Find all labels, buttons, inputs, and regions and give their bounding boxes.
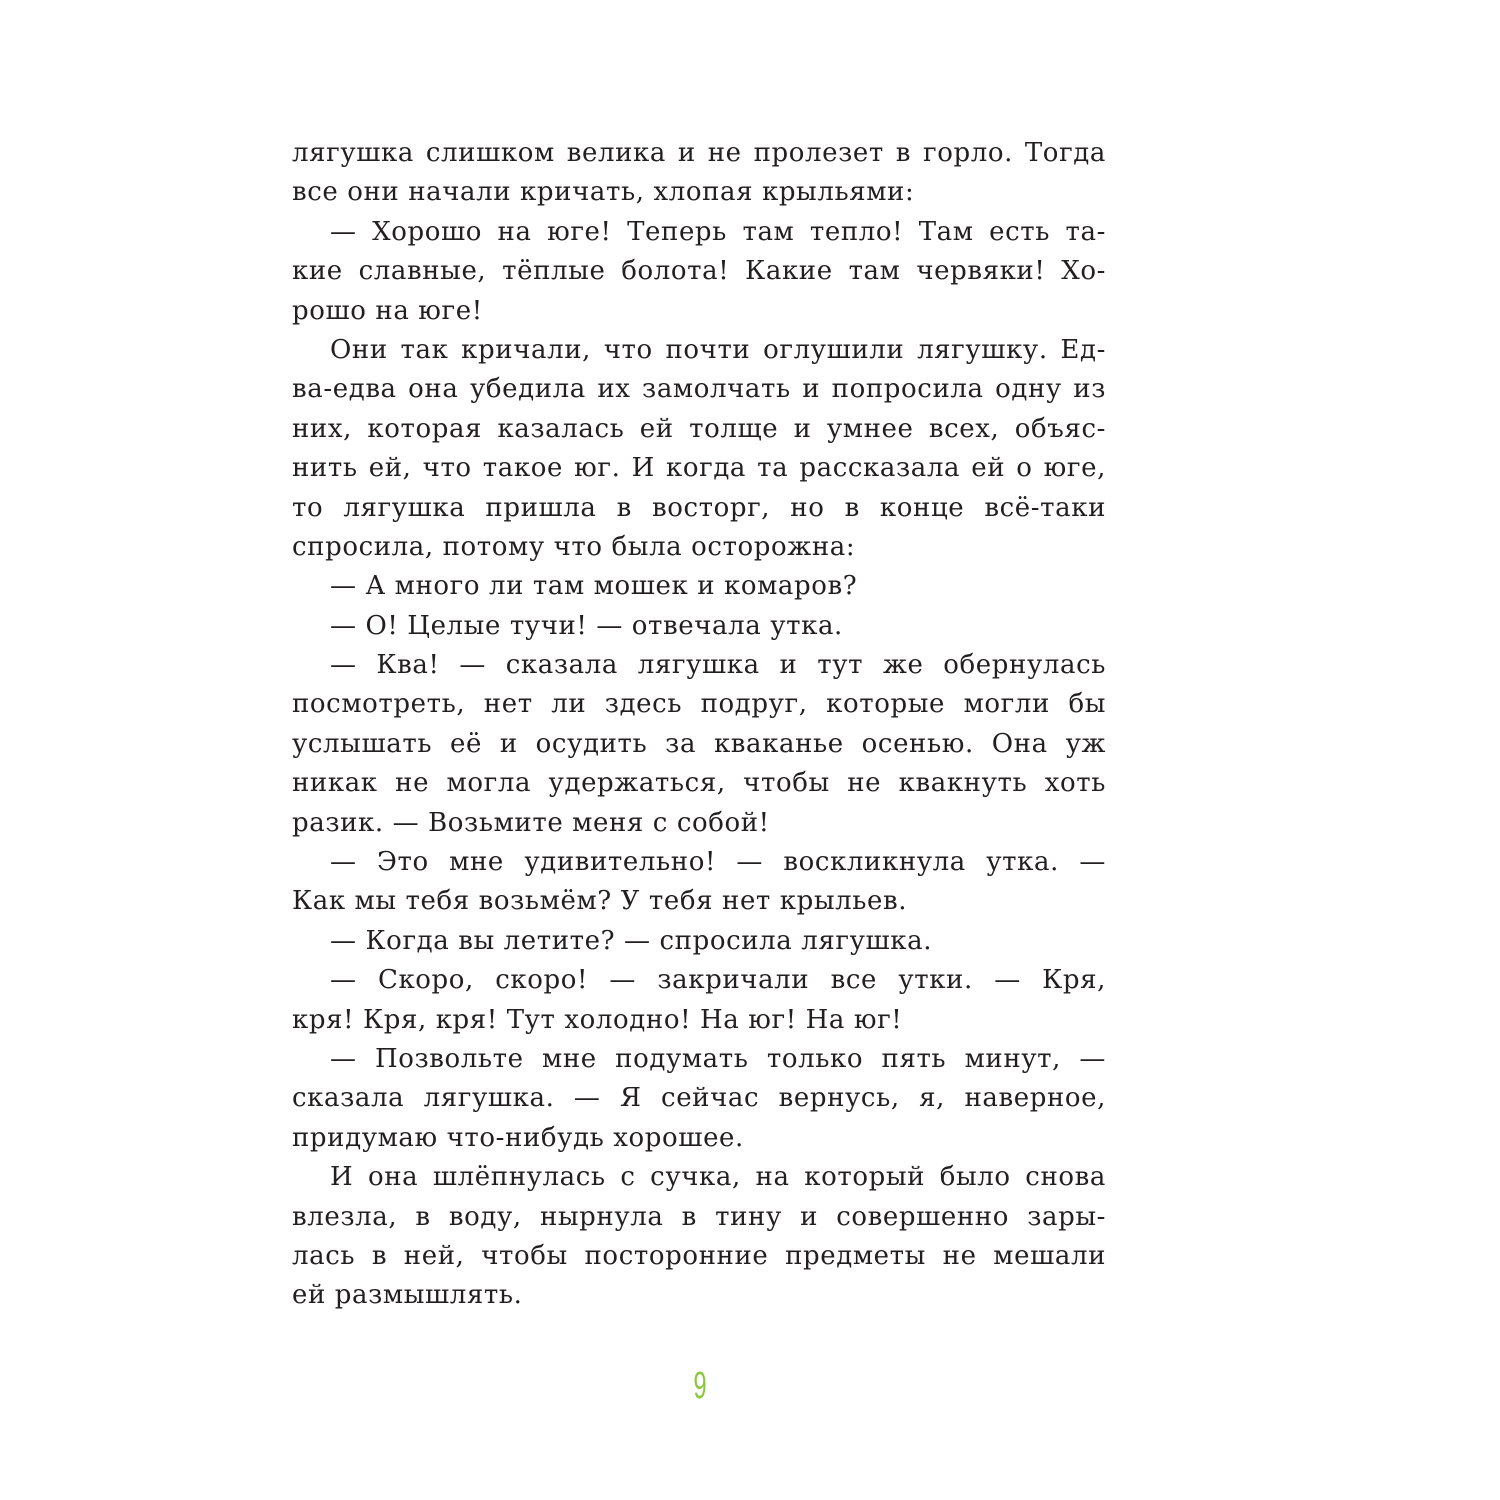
text-line: разик. — Возьмите меня с собой! [292,807,770,838]
text-line: влезла, в воду, нырнула в тину и совершенно зары- [292,1201,1106,1232]
text-line: И она шлёпнулась с сучка, на который было снова [330,1162,1106,1193]
text-line: посмотреть, нет ли здесь подруг, которые могли бы [292,689,1106,720]
body-text [292,134,1106,1316]
text-line: лась в ней, чтобы посторонние предметы не мешали [292,1240,1106,1271]
text-line: Как мы тебя возьмём? У тебя нет крыльев. [292,886,908,917]
text-line: — Хорошо на юге! Теперь там тепло! Там есть та- [330,216,1106,247]
text-line: придумаю что-нибудь хорошее. [292,1122,744,1153]
text-line: — А много ли там мошек и комаров? [330,571,858,602]
text-line: ва-едва она убедила их замолчать и попросила одну из [292,374,1106,405]
text-line: — Когда вы летите? — спросила лягушка. [330,925,933,956]
text-line: — О! Целые тучи! — отвечала утка. [330,610,843,641]
text-line: все они начали кричать, хлопая крыльями: [292,177,915,208]
text-line: никак не могла удержаться, чтобы не квакнуть хоть [292,768,1106,799]
text-line: — Это мне удивительно! — воскликнула утка. — [330,847,1106,878]
text-line: нить ей, что такое юг. И когда та рассказала ей о юге, [292,453,1106,484]
page-number: 9 [693,1365,707,1407]
text-line: услышать её и осудить за кваканье осенью. Она уж [292,728,1106,759]
text-line: то лягушка пришла в восторг, но в конце всё-таки [292,492,1106,523]
text-line: лягушка слишком велика и не пролезет в горло. Тогда [292,138,1106,168]
text-line: кря! Кря, кря! Тут холодно! На юг! На юг! [292,1004,903,1035]
text-line: рошо на юге! [292,295,483,326]
text-line: — Позвольте мне подумать только пять минут, — [330,1043,1106,1074]
text-line: ей размышлять. [292,1280,523,1311]
text-line: спросила, потому что была осторожна: [292,531,856,562]
text-line: сказала лягушка. — Я сейчас вернусь, я, наверное, [292,1083,1106,1114]
text-line: них, которая казалась ей толще и умнее всех, объяс- [292,413,1106,444]
text-line: — Скоро, скоро! — закричали все утки. — Кря, [330,965,1106,996]
text-line: Они так кричали, что почти оглушили лягушку. Ед- [330,334,1106,365]
text-line: — Ква! — сказала лягушка и тут же обернулась [330,650,1106,681]
text-line: кие славные, тёплые болота! Какие там червяки! Хо- [292,256,1106,287]
